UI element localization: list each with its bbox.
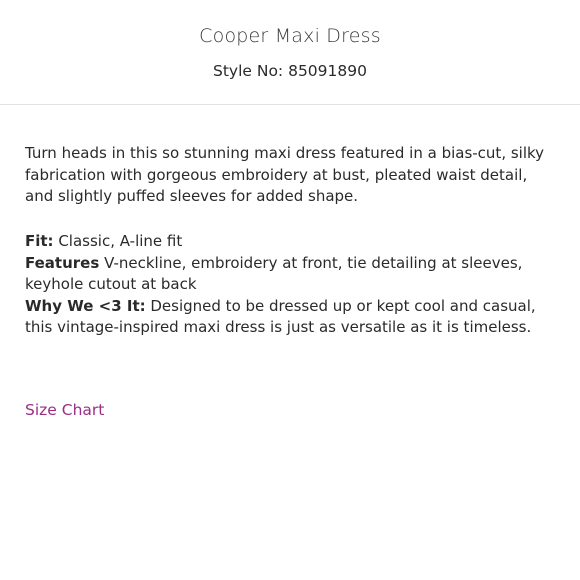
product-details xyxy=(25,231,560,339)
why-we-love-it-label: Why We <3 It: xyxy=(25,296,146,315)
style-number: Style No: 85091890 xyxy=(213,62,367,80)
features-detail xyxy=(25,253,560,296)
product-description: Turn heads in this so stunning maxi dress featured in a bias-cut, silky fabrication with gorgeous embroidery at bust, pleated waist detail, and slightly puffed sleeves for added shape. xyxy=(25,144,545,205)
fit-value: Classic, A-line fit xyxy=(53,232,183,250)
why-we-love-it-value: Designed to be dressed up or kept cool and casual, this vintage-inspired maxi dress is just as versatile as it is timeless. xyxy=(25,296,536,336)
features-value: V-neckline, embroidery at front, tie detailing at sleeves, keyhole cutout at back xyxy=(25,253,523,293)
why-we-love-it-detail xyxy=(25,296,560,339)
product-title: Cooper Maxi Dress xyxy=(199,25,381,47)
size-chart-link[interactable]: Size Chart xyxy=(25,401,105,419)
fit-detail xyxy=(25,231,560,253)
features-label: Features xyxy=(25,253,100,272)
fit-label: Fit: xyxy=(25,232,54,250)
section-divider xyxy=(0,104,580,105)
